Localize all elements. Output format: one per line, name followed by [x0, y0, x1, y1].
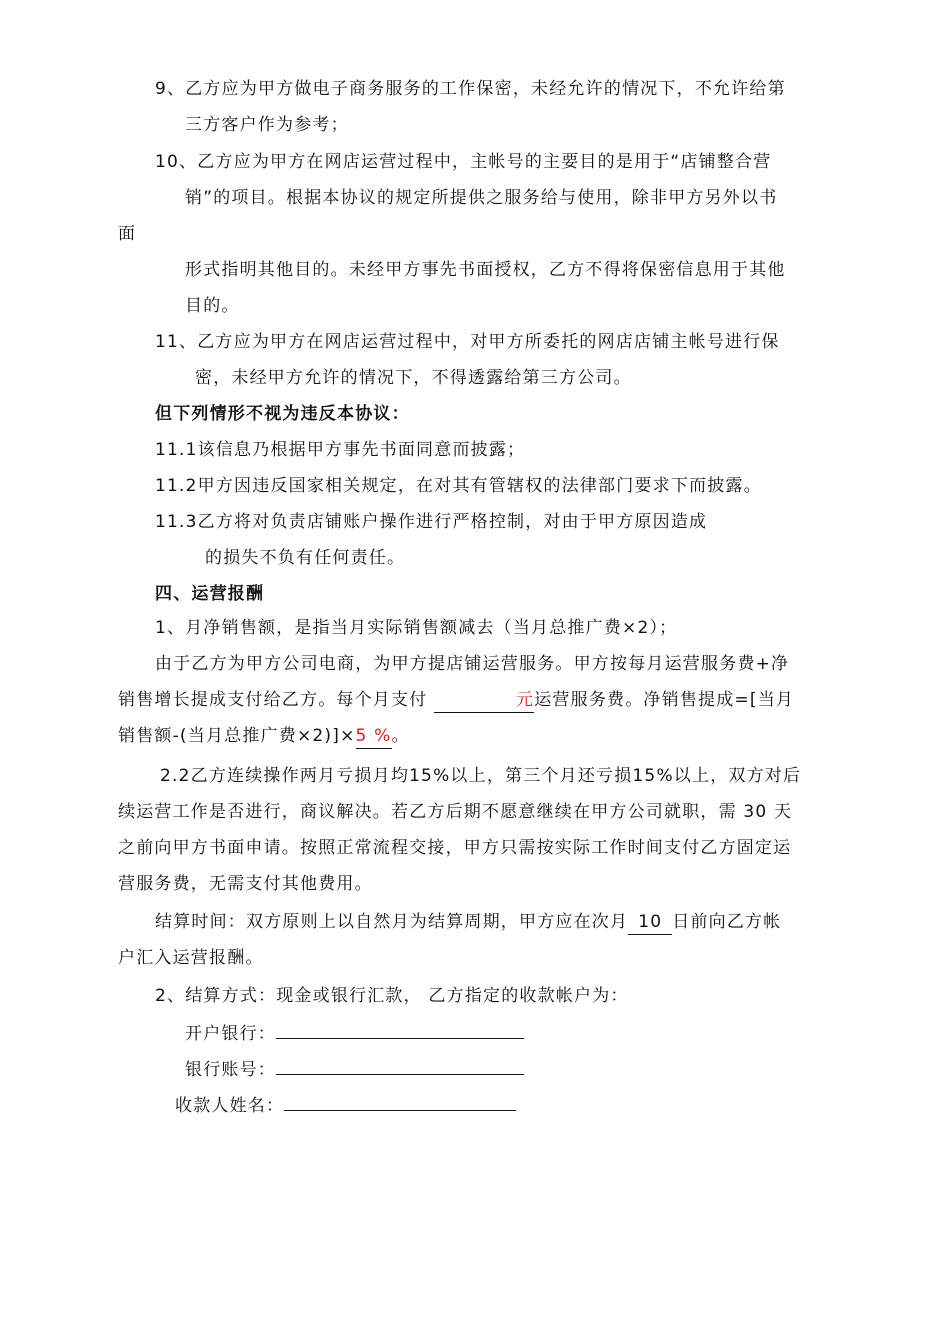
settlement-pre: 结算时间：双方原则上以自然月为结算周期，甲方应在次月 — [155, 912, 629, 932]
item11-line2: 密，未经甲方允许的情况下，不得透露给第三方公司。 — [195, 368, 632, 388]
exception-11-3-line2: 的损失不负有任何责任。 — [205, 548, 406, 568]
item10-line5: 目的。 — [185, 296, 240, 316]
service-fee-blank: 元 — [434, 688, 534, 713]
account-label: 银行账号： — [185, 1060, 276, 1080]
account-row — [185, 1056, 524, 1082]
payee-blank — [284, 1092, 516, 1111]
item11-line1: 11、乙方应为甲方在网店运营过程中，对甲方所委托的网店店铺主帐号进行保 — [155, 332, 780, 352]
exception-11-1: 11.1该信息乃根据甲方事先书面同意而披露； — [155, 440, 526, 460]
bank-row — [185, 1020, 524, 1046]
p2-line2-pre: 销售增长提成支付给乙方。每个月支付 — [118, 690, 435, 710]
commission-rate: 5 % — [356, 724, 392, 749]
p2-line2-post: 运营服务费。净销售提成=[当月 — [534, 690, 795, 710]
section4-p3-line4: 营服务费，无需支付其他费用。 — [118, 874, 373, 894]
account-blank — [276, 1056, 524, 1075]
settlement-method: 2、结算方式：现金或银行汇款， 乙方指定的收款帐户为： — [155, 986, 629, 1006]
exception-11-2: 11.2甲方因违反国家相关规定，在对其有管辖权的法律部门要求下而披露。 — [155, 476, 762, 496]
item10-line1: 10、乙方应为甲方在网店运营过程中，主帐号的主要目的是用于“店铺整合营 — [155, 152, 772, 172]
settlement-day: 10 — [628, 910, 672, 935]
item10-line4: 形式指明其他目的。未经甲方事先书面授权，乙方不得将保密信息用于其他 — [185, 260, 786, 280]
item9-line2: 三方客户作为参考； — [185, 115, 349, 135]
section4-p3-line1: 2.2乙方连续操作两月亏损月均15%以上，第三个月还亏损15%以上，双方对后 — [160, 766, 802, 786]
settlement-time-line2: 户汇入运营报酬。 — [118, 948, 264, 968]
section4-p2-line1: 由于乙方为甲方公司电商，为甲方提店铺运营服务。甲方按每月运营服务费+净 — [155, 654, 790, 674]
section4-p1: 1、月净销售额，是指当月实际销售额减去（当月总推广费×2）； — [155, 618, 678, 638]
exceptions-heading: 但下列情形不视为违反本协议： — [155, 404, 410, 424]
p2-line3-post: 。 — [391, 726, 410, 746]
section4-p2-line3 — [118, 724, 410, 749]
settlement-post: 日前向乙方帐 — [672, 912, 782, 932]
item9-line1: 9、乙方应为甲方做电子商务服务的工作保密，未经允许的情况下，不允许给第 — [155, 79, 786, 99]
payee-row — [175, 1092, 516, 1118]
settlement-time-line1 — [155, 910, 781, 935]
section4-p2-line2 — [118, 688, 794, 713]
section4-p3-line2: 续运营工作是否进行，商议解决。若乙方后期不愿意继续在甲方公司就职，需 30 天 — [118, 802, 793, 822]
section4-p3-line3: 之前向甲方书面申请。按照正常流程交接，甲方只需按实际工作时间支付乙方固定运 — [118, 838, 792, 858]
payee-label: 收款人姓名： — [175, 1096, 285, 1116]
p2-line3-pre: 销售额-(当月总推广费×2)]× — [118, 726, 356, 746]
bank-blank — [276, 1020, 524, 1039]
item10-line2: 销”的项目。根据本协议的规定所提供之服务给与使用，除非甲方另外以书 — [185, 188, 778, 208]
item10-line3: 面 — [118, 224, 137, 244]
bank-label: 开户银行： — [185, 1024, 276, 1044]
section4-heading: 四、运营报酬 — [155, 584, 265, 604]
exception-11-3-line1: 11.3乙方将对负责店铺账户操作进行严格控制，对由于甲方原因造成 — [155, 512, 708, 532]
